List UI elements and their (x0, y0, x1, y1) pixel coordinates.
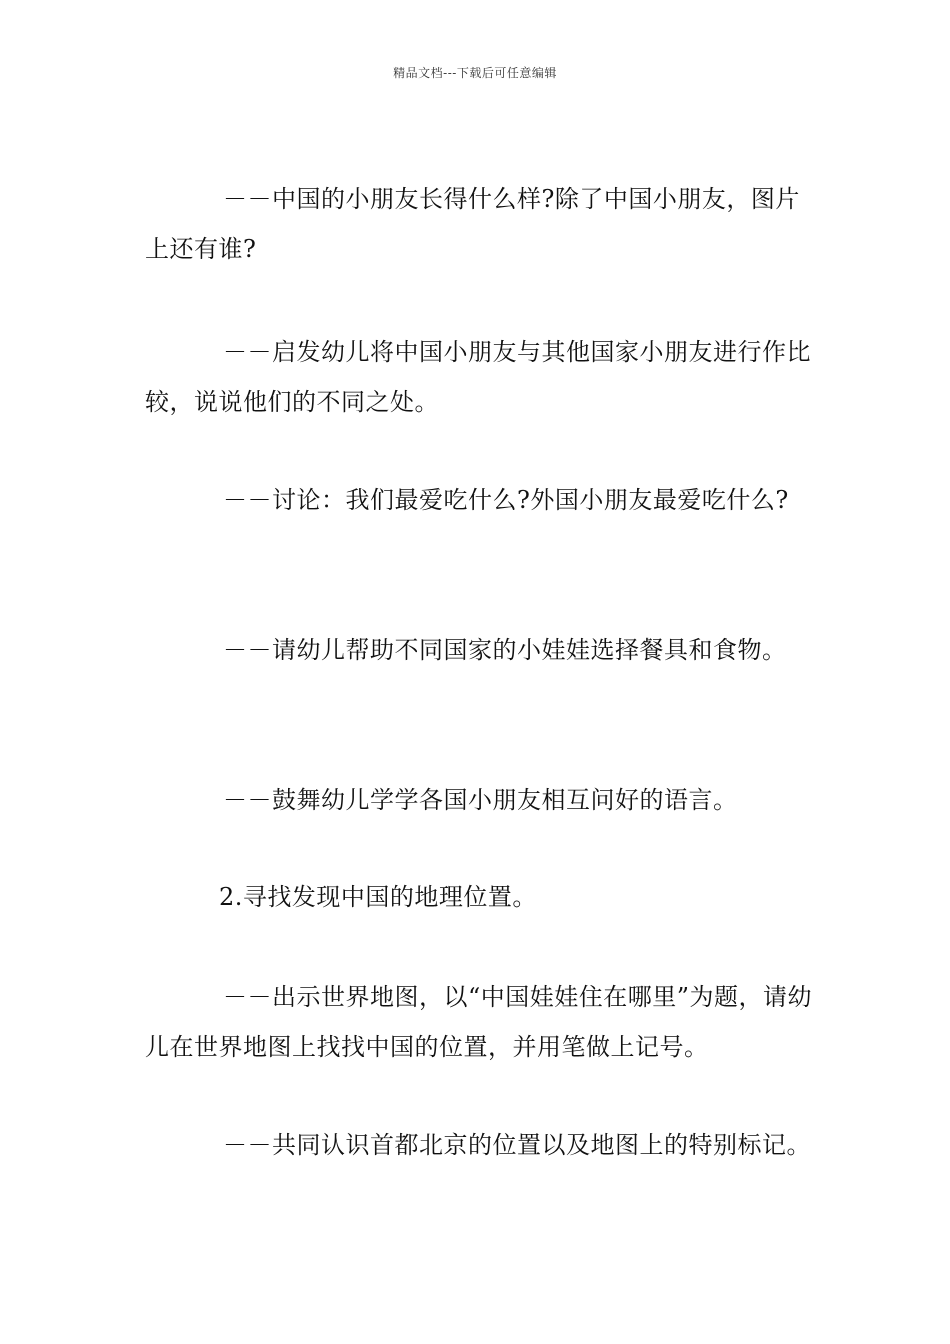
paragraph: －－出示世界地图，以“中国娃娃住在哪里”为题，请幼儿在世界地图上找找中国的位置，并用笔做上记号。 (145, 983, 813, 1061)
paragraph: －－启发幼儿将中国小朋友与其他国家小朋友进行作比较，说说他们的不同之处。 (145, 338, 811, 416)
paragraph: －－中国的小朋友长得什么样?除了中国小朋友，图片上还有谁? (145, 185, 800, 263)
paragraph: －－讨论：我们最爱吃什么?外国小朋友最爱吃什么? (223, 486, 789, 514)
section-heading: 2.寻找发现中国的地理位置。 (219, 883, 537, 911)
paragraph: －－鼓舞幼儿学学各国小朋友相互问好的语言。 (223, 786, 738, 814)
paragraph: －－请幼儿帮助不同国家的小娃娃选择餐具和食物。 (223, 636, 787, 664)
paragraph: －－共同认识首都北京的位置以及地图上的特别标记。 (223, 1131, 811, 1159)
page-header: 精品文档---下载后可任意编辑 (393, 66, 557, 80)
